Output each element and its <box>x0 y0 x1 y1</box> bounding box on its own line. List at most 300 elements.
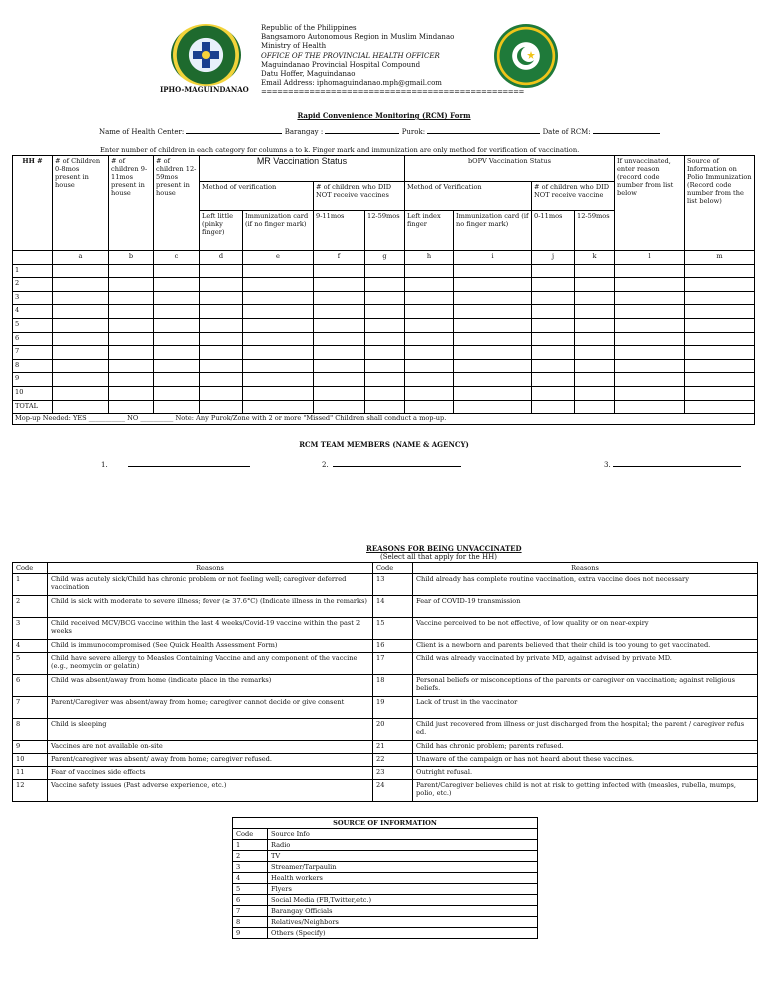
reason-text: Child was already vaccinated by private MD, against advised by private MD. <box>413 653 758 675</box>
hh-cell[interactable] <box>615 264 685 278</box>
letter-cell: i <box>454 251 532 265</box>
letter-cell: c <box>154 251 200 265</box>
hh-cell[interactable] <box>615 305 685 319</box>
hh-cell[interactable] <box>454 386 532 400</box>
reason-row <box>13 653 758 675</box>
hh-cell[interactable] <box>685 278 755 292</box>
col-a-header: # of Children 0-8mos present in house <box>53 156 109 251</box>
total-cell[interactable] <box>532 400 575 414</box>
hh-cell[interactable] <box>53 332 109 346</box>
hh-cell[interactable] <box>685 373 755 387</box>
hh-cell[interactable] <box>200 291 243 305</box>
source-row <box>233 873 538 884</box>
source-row <box>233 928 538 939</box>
hh-cell[interactable] <box>615 359 685 373</box>
team-number: 3. <box>604 461 611 469</box>
barangay-field[interactable] <box>325 127 399 134</box>
hh-cell[interactable] <box>200 332 243 346</box>
hh-cell[interactable] <box>200 346 243 360</box>
reason-text: Lack of trust in the vaccinator <box>413 697 758 719</box>
hh-cell[interactable] <box>109 264 154 278</box>
monitoring-table <box>12 155 755 425</box>
source-code: 5 <box>233 884 268 895</box>
hh-row <box>13 346 755 360</box>
team-member-field[interactable] <box>613 460 741 467</box>
hh-cell[interactable] <box>575 346 615 360</box>
hh-cell[interactable] <box>154 305 200 319</box>
reason-text: Child already has complete routine vaccination, extra vaccine does not necessary <box>413 574 758 596</box>
hh-cell[interactable] <box>243 264 314 278</box>
hh-cell[interactable] <box>365 332 405 346</box>
reason-text: Parent/Caregiver believes child is not at risk to getting infected with (measles, rubella, mumps, polio, etc.) <box>413 780 758 802</box>
team-member-2 <box>322 460 461 469</box>
imm-card-bopv-header: Immunization card (if no finger mark) <box>454 211 532 251</box>
hh-cell[interactable] <box>53 346 109 360</box>
hh-number: 4 <box>13 305 53 319</box>
reason-code: 10 <box>13 754 48 767</box>
hh-row <box>13 291 755 305</box>
hh-cell[interactable] <box>615 318 685 332</box>
hh-cell[interactable] <box>405 346 454 360</box>
hh-cell[interactable] <box>532 305 575 319</box>
reason-code: 7 <box>13 697 48 719</box>
hh-cell[interactable] <box>109 386 154 400</box>
hh-cell[interactable] <box>405 291 454 305</box>
age-12-59b-header: 12-59mos <box>575 211 615 251</box>
hh-cell[interactable] <box>575 318 615 332</box>
health-center-label: Name of Health Center: <box>99 128 185 136</box>
form-fields-row <box>99 127 660 136</box>
reason-code: 23 <box>373 767 413 780</box>
hh-cell[interactable] <box>200 373 243 387</box>
hh-cell[interactable] <box>365 318 405 332</box>
reasons-header: Reasons <box>413 563 758 574</box>
hh-cell[interactable] <box>532 278 575 292</box>
hh-cell[interactable] <box>685 386 755 400</box>
hh-cell[interactable] <box>405 359 454 373</box>
hh-row <box>13 305 755 319</box>
reason-code: 19 <box>373 697 413 719</box>
hh-cell[interactable] <box>154 291 200 305</box>
hh-cell[interactable] <box>685 346 755 360</box>
doh-cross-icon <box>191 40 221 70</box>
hh-row <box>13 386 755 400</box>
source-row <box>233 840 538 851</box>
hh-cell[interactable] <box>532 291 575 305</box>
source-code: 4 <box>233 873 268 884</box>
hh-number: 1 <box>13 264 53 278</box>
hh-cell[interactable] <box>532 332 575 346</box>
hh-cell[interactable] <box>454 359 532 373</box>
source-row <box>233 851 538 862</box>
hh-cell[interactable] <box>615 346 685 360</box>
source-code: 8 <box>233 917 268 928</box>
hh-row <box>13 264 755 278</box>
hh-number: 6 <box>13 332 53 346</box>
hh-number: 10 <box>13 386 53 400</box>
hh-cell[interactable] <box>53 264 109 278</box>
hh-cell[interactable] <box>685 359 755 373</box>
hh-cell[interactable] <box>454 291 532 305</box>
source-code-header: Code <box>233 829 268 840</box>
reasons-header: Reasons <box>48 563 373 574</box>
hh-cell[interactable] <box>243 386 314 400</box>
hh-number: 2 <box>13 278 53 292</box>
reason-code: 3 <box>13 618 48 640</box>
team-title: RCM TEAM MEMBERS (NAME & AGENCY) <box>299 440 469 449</box>
reason-text: Client is a newborn and parents believed that their child is too young to get vaccinated. <box>413 640 758 653</box>
hh-cell[interactable] <box>405 386 454 400</box>
team-member-field[interactable] <box>333 460 461 467</box>
letter-cell: l <box>615 251 685 265</box>
hh-cell[interactable] <box>615 373 685 387</box>
reason-code: 5 <box>13 653 48 675</box>
health-center-field[interactable] <box>186 127 282 134</box>
hh-cell[interactable] <box>53 359 109 373</box>
hh-cell[interactable] <box>109 359 154 373</box>
total-row <box>13 400 755 414</box>
reason-text: Personal beliefs or misconceptions of the parents or caregiver on vaccination; against religious beliefs. <box>413 675 758 697</box>
reason-text: Parent/Caregiver was absent/away from home; caregiver cannot decide or give consent <box>48 697 373 719</box>
hh-cell[interactable] <box>454 264 532 278</box>
col-m-header: Source of Information on Polio Immunization (Record code number from the list below) <box>685 156 755 251</box>
source-info: TV <box>268 851 538 862</box>
hh-cell[interactable] <box>454 305 532 319</box>
source-code: 2 <box>233 851 268 862</box>
hh-number: 8 <box>13 359 53 373</box>
reason-text: Child was acutely sick/Child has chronic problem or not feeling well; caregiver deferred vaccination <box>48 574 373 596</box>
total-cell[interactable] <box>615 400 685 414</box>
source-info: Health workers <box>268 873 538 884</box>
reason-code: 9 <box>13 741 48 754</box>
left-index-header: Left index finger <box>405 211 454 251</box>
hh-cell[interactable] <box>154 359 200 373</box>
hh-cell[interactable] <box>615 332 685 346</box>
reason-text: Outright refusal. <box>413 767 758 780</box>
hh-cell[interactable] <box>615 386 685 400</box>
hh-cell[interactable] <box>685 291 755 305</box>
header-line: Republic of the Philippines <box>261 24 357 32</box>
column-letters-row <box>13 251 755 265</box>
hh-cell[interactable] <box>532 318 575 332</box>
hh-cell[interactable] <box>575 305 615 319</box>
hh-cell[interactable] <box>314 373 365 387</box>
letter-cell: h <box>405 251 454 265</box>
reason-code: 2 <box>13 596 48 618</box>
reason-row <box>13 719 758 741</box>
total-cell[interactable] <box>200 400 243 414</box>
header-line: OFFICE OF THE PROVINCIAL HEALTH OFFICER <box>261 51 440 60</box>
hh-cell[interactable] <box>314 332 365 346</box>
header-line: Datu Hoffer, Maguindanao <box>261 70 356 79</box>
reason-text: Parent/caregiver was absent/ away from home; caregiver refused. <box>48 754 373 767</box>
letter-cell: k <box>575 251 615 265</box>
bopv-method-header: Method of Verification <box>405 182 532 211</box>
hh-cell[interactable] <box>53 373 109 387</box>
hh-cell[interactable] <box>109 346 154 360</box>
hh-cell[interactable] <box>314 346 365 360</box>
hh-cell[interactable] <box>243 291 314 305</box>
hh-cell[interactable] <box>200 386 243 400</box>
reason-text: Vaccine perceived to be not effective, of low quality or on near-expiry <box>413 618 758 640</box>
hh-cell[interactable] <box>200 278 243 292</box>
reason-text: Child just recovered from illness or just discharged from the hospital; the parent / caregiver refus ed. <box>413 719 758 741</box>
hh-cell[interactable] <box>454 373 532 387</box>
source-code: 3 <box>233 862 268 873</box>
hh-row <box>13 278 755 292</box>
hh-cell[interactable] <box>532 264 575 278</box>
source-row <box>233 895 538 906</box>
reason-row <box>13 675 758 697</box>
doh-seal-logo <box>171 24 241 86</box>
hh-row <box>13 373 755 387</box>
hh-cell[interactable] <box>243 332 314 346</box>
hh-cell[interactable] <box>154 332 200 346</box>
hh-cell[interactable] <box>243 359 314 373</box>
hh-number: 3 <box>13 291 53 305</box>
total-cell[interactable] <box>365 400 405 414</box>
hh-cell[interactable] <box>53 318 109 332</box>
reason-row <box>13 596 758 618</box>
hh-cell[interactable] <box>109 291 154 305</box>
header-line: Ministry of Health <box>261 42 327 51</box>
total-label: TOTAL <box>13 400 53 414</box>
hh-cell[interactable] <box>109 318 154 332</box>
crescent-star-icon <box>512 42 540 70</box>
hh-header: HH # <box>13 156 53 251</box>
reason-code: 13 <box>373 574 413 596</box>
reason-row <box>13 697 758 719</box>
reason-row <box>13 741 758 754</box>
hh-cell[interactable] <box>454 318 532 332</box>
code-header: Code <box>373 563 413 574</box>
total-cell[interactable] <box>405 400 454 414</box>
hh-cell[interactable] <box>365 346 405 360</box>
hh-cell[interactable] <box>154 346 200 360</box>
bopv-did-not-header: # of children who DID NOT receive vaccine <box>532 182 615 211</box>
reason-text: Vaccines are not available on-site <box>48 741 373 754</box>
hh-cell[interactable] <box>532 359 575 373</box>
mr-method-header: Method of verification <box>200 182 314 211</box>
reason-text: Child is immunocompromised (See Quick Health Assessment Form) <box>48 640 373 653</box>
hh-cell[interactable] <box>685 332 755 346</box>
mr-did-not-header: # of children who DID NOT receive vaccines <box>314 182 405 211</box>
hh-cell[interactable] <box>243 305 314 319</box>
source-row <box>233 884 538 895</box>
total-cell[interactable] <box>454 400 532 414</box>
hh-cell[interactable] <box>154 373 200 387</box>
source-info: Barangay Officials <box>268 906 538 917</box>
total-cell[interactable] <box>685 400 755 414</box>
hh-number: 9 <box>13 373 53 387</box>
hh-cell[interactable] <box>314 264 365 278</box>
hh-cell[interactable] <box>243 278 314 292</box>
source-code: 9 <box>233 928 268 939</box>
hh-cell[interactable] <box>200 359 243 373</box>
hh-cell[interactable] <box>365 291 405 305</box>
col-l-header: If unvaccinated, enter reason (record code number from list below <box>615 156 685 251</box>
reason-row <box>13 640 758 653</box>
source-code: 6 <box>233 895 268 906</box>
hh-cell[interactable] <box>405 278 454 292</box>
ministry-of-health-seal-logo <box>494 24 558 88</box>
hh-cell[interactable] <box>154 386 200 400</box>
source-info: Relatives/Neighbors <box>268 917 538 928</box>
hh-cell[interactable] <box>575 373 615 387</box>
reason-code: 12 <box>13 780 48 802</box>
source-table <box>232 817 538 939</box>
source-code: 1 <box>233 840 268 851</box>
reason-code: 16 <box>373 640 413 653</box>
total-cell[interactable] <box>154 400 200 414</box>
date-label: Date of RCM: <box>542 128 591 136</box>
total-cell[interactable] <box>53 400 109 414</box>
hh-cell[interactable] <box>365 373 405 387</box>
left-little-header: Left little (pinky finger) <box>200 211 243 251</box>
reason-code: 11 <box>13 767 48 780</box>
reason-code: 14 <box>373 596 413 618</box>
reason-code: 21 <box>373 741 413 754</box>
hh-cell[interactable] <box>615 291 685 305</box>
header-address-block <box>261 24 524 98</box>
hh-cell[interactable] <box>575 278 615 292</box>
hh-cell[interactable] <box>154 264 200 278</box>
reason-text: Vaccine safety issues (Past adverse experience, etc.) <box>48 780 373 802</box>
hh-cell[interactable] <box>200 318 243 332</box>
letter-cell: m <box>685 251 755 265</box>
hh-cell[interactable] <box>454 332 532 346</box>
hh-cell[interactable] <box>365 305 405 319</box>
hh-cell[interactable] <box>405 305 454 319</box>
hh-cell[interactable] <box>365 264 405 278</box>
hh-cell[interactable] <box>365 278 405 292</box>
hh-cell[interactable] <box>243 318 314 332</box>
total-cell[interactable] <box>314 400 365 414</box>
hh-cell[interactable] <box>532 346 575 360</box>
hh-cell[interactable] <box>575 359 615 373</box>
reasons-title: REASONS FOR BEING UNVACCINATED <box>366 544 522 553</box>
hh-cell[interactable] <box>575 386 615 400</box>
letter-cell: d <box>200 251 243 265</box>
hh-cell[interactable] <box>365 359 405 373</box>
team-member-1 <box>101 460 250 469</box>
hh-cell[interactable] <box>685 264 755 278</box>
team-member-field[interactable] <box>128 460 250 467</box>
hh-cell[interactable] <box>532 386 575 400</box>
letter-cell: b <box>109 251 154 265</box>
hh-cell[interactable] <box>405 373 454 387</box>
letter-cell: e <box>243 251 314 265</box>
source-info: Streamer/Tarpaulin <box>268 862 538 873</box>
source-info-header: Source Info <box>268 829 538 840</box>
hh-cell[interactable] <box>575 291 615 305</box>
purok-field[interactable] <box>427 127 540 134</box>
hh-cell[interactable] <box>314 291 365 305</box>
hh-cell[interactable] <box>405 332 454 346</box>
hh-cell[interactable] <box>109 332 154 346</box>
source-row <box>233 862 538 873</box>
imm-card-mr-header: Immunization card (if no finger mark) <box>243 211 314 251</box>
hh-cell[interactable] <box>314 318 365 332</box>
letter-cell: a <box>53 251 109 265</box>
reason-code: 24 <box>373 780 413 802</box>
header-line: Bangsamoro Autonomous Region in Muslim Mindanao <box>261 33 455 42</box>
hh-cell[interactable] <box>314 359 365 373</box>
hh-cell[interactable] <box>314 278 365 292</box>
hh-cell[interactable] <box>154 318 200 332</box>
reason-row <box>13 574 758 596</box>
hh-cell[interactable] <box>405 318 454 332</box>
hh-cell[interactable] <box>109 278 154 292</box>
purok-label: Purok: <box>401 128 426 136</box>
bopv-status-header: bOPV Vaccination Status <box>405 156 615 182</box>
hh-row <box>13 318 755 332</box>
hh-cell[interactable] <box>154 278 200 292</box>
hh-cell[interactable] <box>243 373 314 387</box>
hh-cell[interactable] <box>575 332 615 346</box>
source-row <box>233 906 538 917</box>
hh-cell[interactable] <box>109 373 154 387</box>
total-cell[interactable] <box>243 400 314 414</box>
source-code: 7 <box>233 906 268 917</box>
hh-cell[interactable] <box>314 386 365 400</box>
hh-cell[interactable] <box>243 346 314 360</box>
age-12-59-header: 12-59mos <box>365 211 405 251</box>
hh-cell[interactable] <box>685 305 755 319</box>
mopup-note: Mop-up Needed: YES ___________ NO __________ Note: Any Purok/Zone with 2 or more "Missed" Children shall conduct a mop-up. <box>13 414 755 425</box>
hh-number: 7 <box>13 346 53 360</box>
hh-cell[interactable] <box>615 278 685 292</box>
reason-code: 17 <box>373 653 413 675</box>
reason-text: Child was absent/away from home (indicate place in the remarks) <box>48 675 373 697</box>
reasons-table <box>12 562 758 802</box>
hh-cell[interactable] <box>454 346 532 360</box>
hh-cell[interactable] <box>53 291 109 305</box>
header-line: ================================================= <box>261 88 524 97</box>
source-row <box>233 917 538 928</box>
hh-cell[interactable] <box>53 305 109 319</box>
reason-text: Fear of COVID-19 transmission <box>413 596 758 618</box>
total-cell[interactable] <box>575 400 615 414</box>
hh-cell[interactable] <box>53 278 109 292</box>
form-title: Rapid Convenience Monitoring (RCM) Form <box>297 111 471 120</box>
hh-cell[interactable] <box>109 305 154 319</box>
source-info: Social Media (FB,Twitter,etc.) <box>268 895 538 906</box>
hh-cell[interactable] <box>685 318 755 332</box>
reasons-subtitle: (Select all that apply for the HH) <box>380 553 497 561</box>
source-info: Flyers <box>268 884 538 895</box>
hh-cell[interactable] <box>575 264 615 278</box>
hh-cell[interactable] <box>200 305 243 319</box>
total-cell[interactable] <box>109 400 154 414</box>
reason-code: 8 <box>13 719 48 741</box>
team-member-3 <box>604 460 741 469</box>
reason-code: 22 <box>373 754 413 767</box>
hh-cell[interactable] <box>314 305 365 319</box>
hh-cell[interactable] <box>200 264 243 278</box>
hh-cell[interactable] <box>532 373 575 387</box>
hh-cell[interactable] <box>454 278 532 292</box>
form-instruction: Enter number of children in each category for columns a to k. Finger mark and immunization are only method for verification of vaccination. <box>100 146 580 154</box>
date-field[interactable] <box>593 127 660 134</box>
mr-status-header: MR Vaccination Status <box>200 156 405 182</box>
reason-text: Child has chronic problem; parents refused. <box>413 741 758 754</box>
hh-cell[interactable] <box>405 264 454 278</box>
letter-cell: j <box>532 251 575 265</box>
hh-cell[interactable] <box>53 386 109 400</box>
hh-cell[interactable] <box>365 386 405 400</box>
reason-row <box>13 618 758 640</box>
